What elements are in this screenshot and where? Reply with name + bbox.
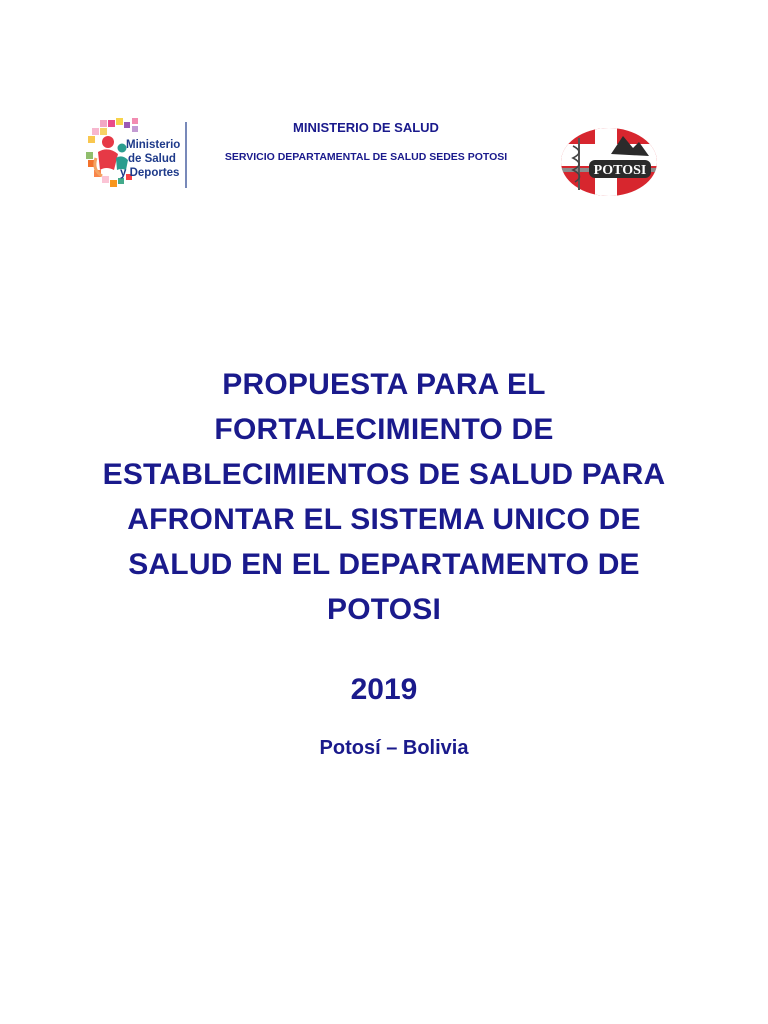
title-line-1: PROPUESTA PARA EL <box>222 368 546 401</box>
logo-text-line-3: y Deportes <box>120 167 180 179</box>
title-line-6: POTOSI <box>326 593 441 626</box>
service-title: SERVICIO DEPARTAMENTAL DE SALUD SEDES POTOSI <box>224 151 508 163</box>
document-year: 2019 <box>350 673 418 706</box>
ministry-title: MINISTERIO DE SALUD <box>293 120 439 135</box>
header-text-block <box>196 120 536 164</box>
document-location: Potosí – Bolivia <box>319 737 469 759</box>
logo-text-line-1: Ministerio <box>126 139 181 151</box>
document-title <box>80 362 688 632</box>
title-line-3: ESTABLECIMIENTOS DE SALUD PARA <box>102 458 666 491</box>
logo-text-line-2: de Salud <box>128 153 176 165</box>
title-line-4: AFRONTAR EL SISTEMA UNICO DE <box>127 503 641 536</box>
ministry-of-health-logo <box>86 118 188 190</box>
sedes-potosi-emblem <box>557 124 661 200</box>
document-header <box>0 100 768 210</box>
emblem-text: POTOSI <box>593 163 647 178</box>
title-line-2: FORTALECIMIENTO DE <box>214 413 554 446</box>
title-line-5: SALUD EN EL DEPARTAMENTO DE <box>128 548 640 581</box>
